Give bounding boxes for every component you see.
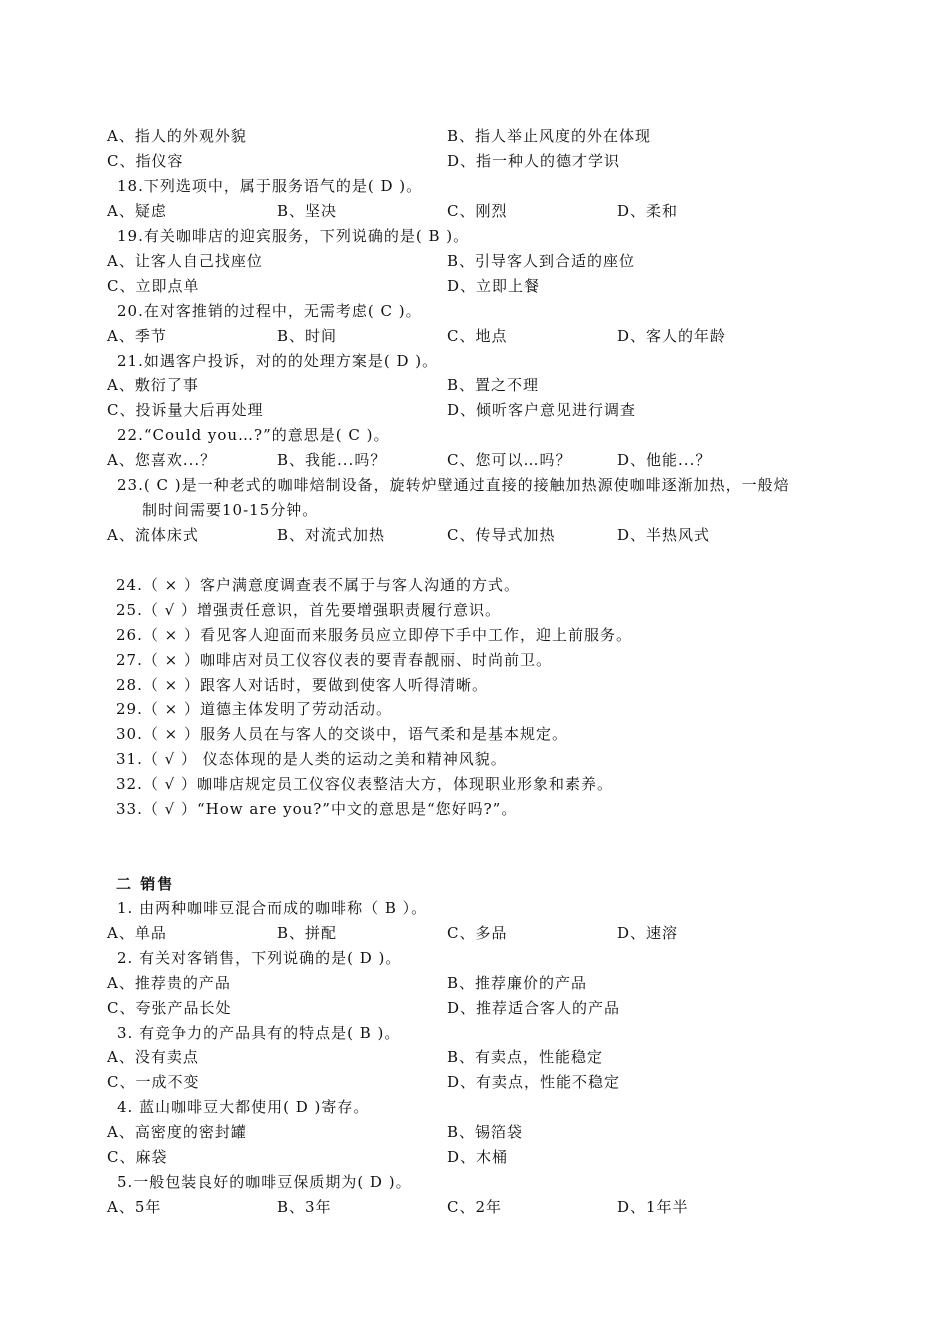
option-b: B、有卖点，性能稳定 (447, 1048, 604, 1066)
option-b: B、对流式加热 (277, 526, 386, 544)
option-d: D、速溶 (617, 924, 679, 942)
options-row (0, 1120, 950, 1144)
judgment-item-31: 31.（ √ ） 仪态体现的是人类的运动之美和精神风貌。 (116, 750, 507, 768)
option-c: C、地点 (447, 327, 508, 345)
option-d: D、他能...？ (617, 451, 712, 469)
option-a: A、指人的外观外貌 (107, 127, 247, 145)
option-c: C、立即点单 (107, 277, 200, 295)
question-20: 20.在对客推销的过程中，无需考虑( C )。 (117, 302, 422, 320)
option-a: A、疑虑 (107, 202, 167, 220)
question-s2-4: 4. 蓝山咖啡豆大都使用( D )寄存。 (117, 1098, 370, 1116)
option-b: B、锡箔袋 (447, 1123, 524, 1141)
option-b: B、置之不理 (447, 376, 540, 394)
options-row (0, 274, 950, 298)
options-row (0, 373, 950, 397)
judgment-item-27: 27.（ × ）咖啡店对员工仪容仪表的要青春靓丽、时尚前卫。 (116, 651, 552, 669)
option-b: B、3年 (277, 1198, 332, 1216)
option-d: D、推荐适合客人的产品 (447, 999, 621, 1017)
option-a: A、您喜欢...？ (107, 451, 217, 469)
judgment-item-30: 30.（ × ）服务人员在与客人的交谈中，语气柔和是基本规定。 (116, 725, 568, 743)
option-b: B、推荐廉价的产品 (447, 974, 588, 992)
option-d: D、1年半 (617, 1198, 689, 1216)
option-c: C、投诉量大后再处理 (107, 401, 264, 419)
option-b: B、坚决 (277, 202, 338, 220)
question-s2-1: 1. 由两种咖啡豆混合而成的咖啡称（ B ）。 (117, 899, 428, 917)
option-d: D、客人的年龄 (617, 327, 727, 345)
option-c: C、刚烈 (447, 202, 508, 220)
option-a: A、季节 (107, 327, 167, 345)
options-row (0, 996, 950, 1020)
options-row (0, 523, 950, 547)
judgment-item-26: 26.（ × ）看见客人迎面而来服务员应立即停下手中工作，迎上前服务。 (116, 626, 632, 644)
option-b: B、我能...吗？ (277, 451, 387, 469)
question-22: 22.“Could you…?”的意思是( C )。 (117, 426, 390, 444)
option-c: C、夸张产品长处 (107, 999, 232, 1017)
options-row (0, 921, 950, 945)
option-c: C、麻袋 (107, 1148, 168, 1166)
question-21: 21.如遇客户投诉，对的的处理方案是( D )。 (117, 352, 439, 370)
option-b: B、拼配 (277, 924, 338, 942)
option-d: D、立即上餐 (447, 277, 541, 295)
options-row (0, 448, 950, 472)
question-18: 18.下列选项中，属于服务语气的是( D )。 (117, 177, 423, 195)
option-a: A、高密度的密封罐 (107, 1123, 247, 1141)
option-a: A、流体床式 (107, 526, 199, 544)
judgment-item-32: 32.（ √ ）咖啡店规定员工仪容仪表整洁大方，体现职业形象和素养。 (116, 775, 613, 793)
option-c: C、指仪容 (107, 152, 184, 170)
judgment-item-25: 25.（ √ ）增强责任意识，首先要增强职责履行意识。 (116, 601, 501, 619)
option-c: C、2年 (447, 1198, 503, 1216)
question-23-continued: 制时间需要10-15分钟。 (142, 501, 319, 519)
option-d: D、木桶 (447, 1148, 509, 1166)
option-d: D、指一种人的德才学识 (447, 152, 621, 170)
options-row (0, 149, 950, 173)
option-b: B、引导客人到合适的座位 (447, 252, 636, 270)
options-row (0, 1045, 950, 1069)
option-b: B、时间 (277, 327, 338, 345)
option-d: D、倾听客户意见进行调查 (447, 401, 637, 419)
option-a: A、敷衍了事 (107, 376, 199, 394)
option-b: B、指人举止风度的外在体现 (447, 127, 652, 145)
option-a: A、推荐贵的产品 (107, 974, 231, 992)
option-d: D、半热风式 (617, 526, 711, 544)
options-row (0, 324, 950, 348)
option-a: A、让客人自己找座位 (107, 252, 263, 270)
options-row (0, 1070, 950, 1094)
options-row (0, 124, 950, 148)
option-a: A、5年 (107, 1198, 162, 1216)
option-a: A、单品 (107, 924, 167, 942)
options-row (0, 199, 950, 223)
options-row (0, 1195, 950, 1219)
option-d: D、有卖点，性能不稳定 (447, 1073, 621, 1091)
judgment-item-29: 29.（ × ）道德主体发明了劳动活动。 (116, 700, 392, 718)
judgment-item-24: 24.（ × ）客户满意度调查表不属于与客人沟通的方式。 (116, 576, 520, 594)
section-heading: 二 销售 (116, 875, 175, 893)
question-19: 19.有关咖啡店的迎宾服务，下列说确的是( B )。 (117, 227, 470, 245)
question-23: 23.( C )是一种老式的咖啡焙制设备，旋转炉壁通过直接的接触加热源使咖啡逐渐加热，一般焙 (117, 476, 790, 494)
question-s2-5: 5.一般包装良好的咖啡豆保质期为( D )。 (117, 1173, 412, 1191)
option-a: A、没有卖点 (107, 1048, 199, 1066)
option-c: C、一成不变 (107, 1073, 200, 1091)
option-c: C、您可以…吗？ (447, 451, 572, 469)
option-c: C、传导式加热 (447, 526, 556, 544)
option-d: D、柔和 (617, 202, 679, 220)
judgment-item-33: 33.（ √ ）“How are you?”中文的意思是“您好吗?”。 (116, 800, 518, 818)
judgment-item-28: 28.（ × ）跟客人对话时，要做到使客人听得清晰。 (116, 676, 488, 694)
options-row (0, 398, 950, 422)
options-row (0, 1145, 950, 1169)
options-row (0, 249, 950, 273)
question-s2-3: 3. 有竞争力的产品具有的特点是( B )。 (117, 1024, 401, 1042)
question-s2-2: 2. 有关对客销售，下列说确的是( D )。 (117, 949, 402, 967)
options-row (0, 971, 950, 995)
option-c: C、多品 (447, 924, 508, 942)
